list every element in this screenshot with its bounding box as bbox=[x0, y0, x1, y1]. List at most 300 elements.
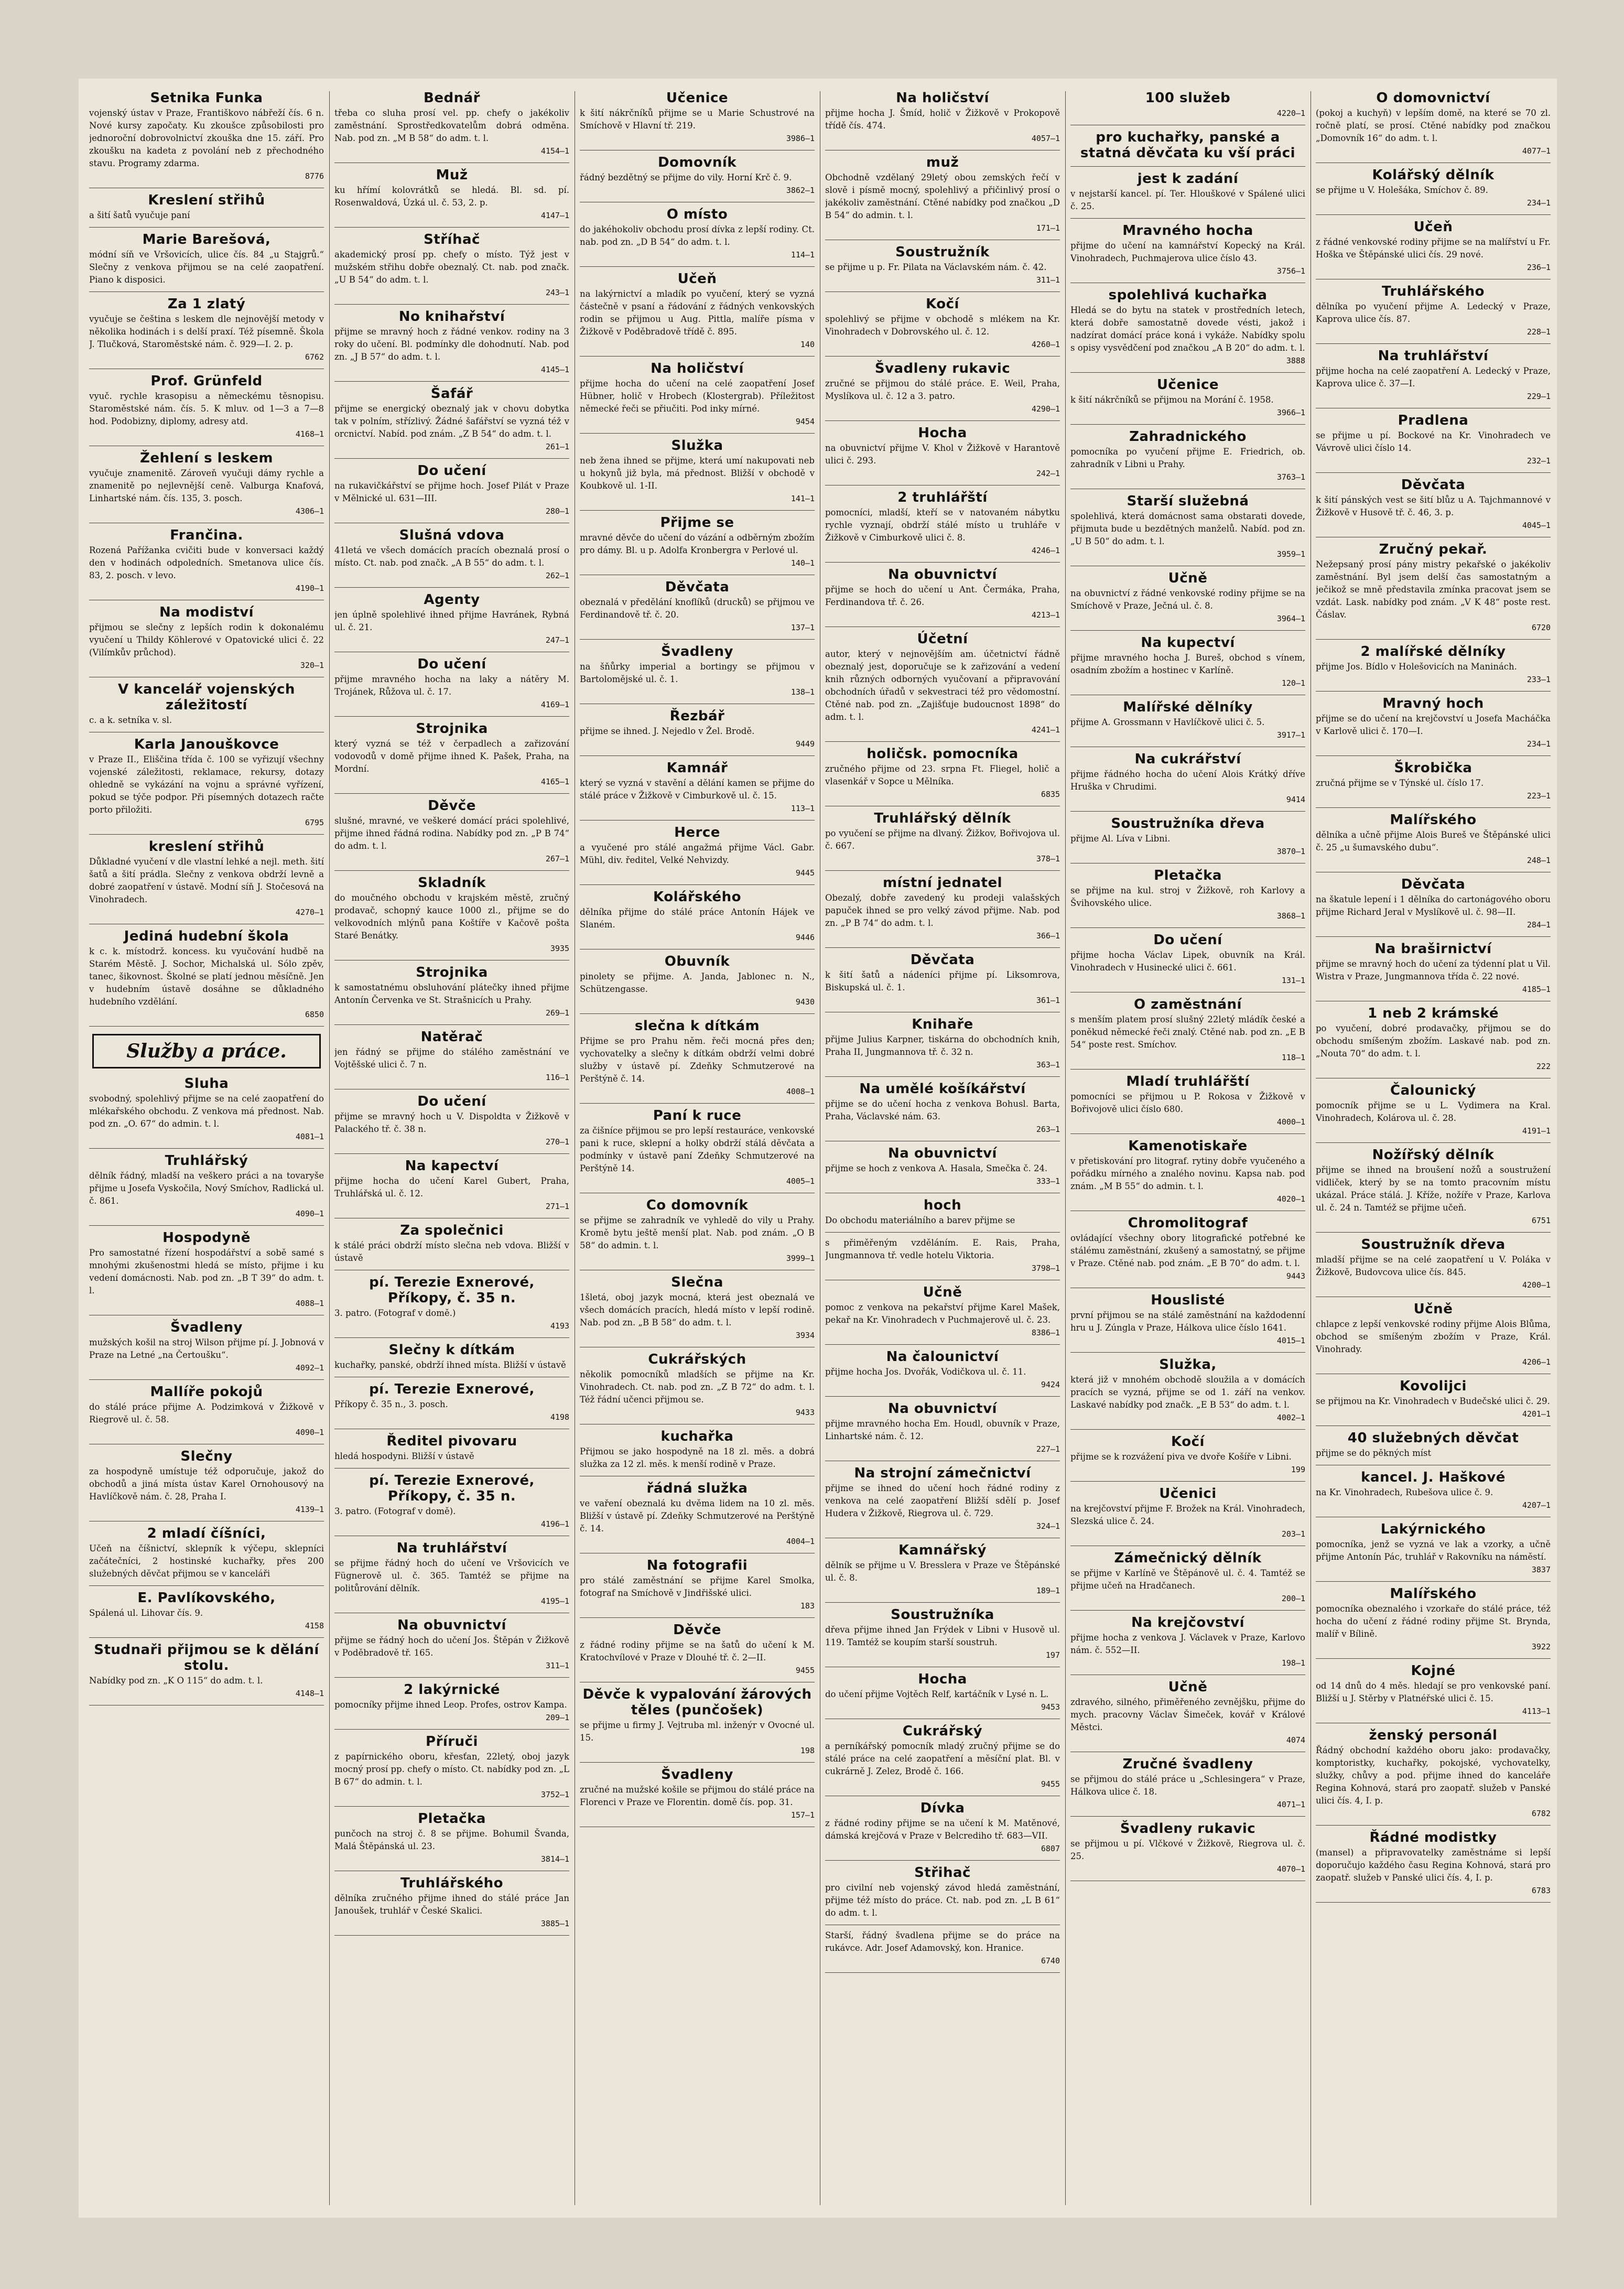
classified-ad bbox=[334, 1540, 569, 1607]
ad-body: mladší přijme se na celé zaopatření u V. Poláka v Žižkově, Budovcova ulice čís. 845. bbox=[1316, 1255, 1551, 1277]
ad-body: přijme se do učení na krejčovství u Josefa Macháčka v Karlově ulici č. 170—I. bbox=[1316, 714, 1551, 736]
ad-reference-number: 4113—1 bbox=[1522, 1707, 1551, 1716]
ad-heading: pro kuchařky, panské a statná děvčata ku vší práci bbox=[1080, 129, 1296, 161]
ad-reference-number: 9454 bbox=[795, 417, 815, 426]
ad-heading: Služka bbox=[671, 438, 723, 454]
ad-divider bbox=[580, 356, 815, 357]
ad-heading: Děvčata bbox=[1401, 877, 1466, 892]
ad-reference-number: 271—1 bbox=[545, 1202, 569, 1211]
ad-body: Obchodně vzdělaný 29letý obou zemských řečí v slově i písmě mocný, spolehlivý a přičinlivý prosí o jakékoliv zaměstnání. Ctěné nabídky pod značkou „D B 54“ do admin. t. l. bbox=[825, 172, 1060, 220]
ad-reference-number: 270—1 bbox=[545, 1137, 569, 1147]
ad-reference-number: 6762 bbox=[305, 352, 324, 362]
ad-reference-number: 4290—1 bbox=[1031, 404, 1060, 414]
classified-ad bbox=[825, 875, 1060, 942]
ad-heading: Služka, bbox=[1159, 1357, 1217, 1373]
ad-reference-number: 140—1 bbox=[791, 558, 815, 568]
classified-ad bbox=[825, 1465, 1060, 1532]
ad-reference-number: 227—1 bbox=[1036, 1444, 1060, 1454]
ad-body: se přijmou na Kr. Vinohradech v Budečské ulici č. 29. bbox=[1316, 1396, 1550, 1406]
classified-ad bbox=[1070, 868, 1305, 922]
classified-ad bbox=[1316, 1147, 1551, 1227]
ad-heading: Malířského bbox=[1390, 1586, 1477, 1602]
ad-body: pinolety se přijme. A. Janda, Jablonec n. N., Schützengasse. bbox=[580, 971, 815, 994]
ad-reference-number: 284—1 bbox=[1526, 920, 1551, 930]
ad-divider bbox=[334, 793, 569, 794]
classified-ad bbox=[580, 954, 815, 1008]
ad-heading: Kamnář bbox=[666, 760, 728, 776]
ad-heading: Švadleny bbox=[661, 1767, 733, 1783]
column-2 bbox=[334, 89, 569, 2207]
ad-reference-number: 363—1 bbox=[1036, 1060, 1060, 1070]
ad-reference-number: 3814—1 bbox=[540, 1854, 569, 1864]
classified-ad bbox=[1316, 1006, 1551, 1073]
classified-ad bbox=[1070, 171, 1305, 213]
ad-heading: Lakýrnického bbox=[1380, 1521, 1486, 1537]
ad-body: Důkladné vyučení v dle vlastní lehké a nejl. meth. šití šatů a šití prádla. Slečny z venkova obdrží levně a dobré zaopatření v ústavě. Modní síň J. Stočesová na Vinohradech. bbox=[89, 857, 324, 904]
ad-heading: muž bbox=[926, 155, 959, 170]
ad-heading: Mladí truhlářští bbox=[1126, 1074, 1250, 1089]
ad-body: přijme mravného hocha na laky a nátěry M. Trojánek, Růžova ul. č. 17. bbox=[334, 674, 569, 697]
ad-reference-number: 247—1 bbox=[545, 635, 569, 645]
ad-heading: Sluha bbox=[184, 1076, 229, 1092]
ad-body: k šití nákrčníků se přijmou na Morání č. 1958. bbox=[1070, 395, 1274, 405]
ad-heading: Na braširnictví bbox=[1374, 941, 1492, 957]
ad-divider bbox=[1316, 691, 1551, 692]
ad-body: přijme Julius Karpner, tiskárna do obchodních knih, Praha II, Jungmannova tř. č. 32 n. bbox=[825, 1034, 1060, 1057]
ad-reference-number: 6751 bbox=[1531, 1216, 1551, 1225]
ad-reference-number: 248—1 bbox=[1526, 856, 1551, 865]
ad-body: do stálé práce přijme A. Podzimková v Žižkově v Riegrově ul. č. 58. bbox=[89, 1402, 324, 1424]
ad-reference-number: 222 bbox=[1536, 1062, 1551, 1071]
classified-ad bbox=[580, 271, 815, 351]
ad-reference-number: 9414 bbox=[1286, 795, 1305, 804]
ad-heading: 100 služeb bbox=[1145, 90, 1231, 106]
classified-ad bbox=[334, 1811, 569, 1865]
ad-body: pomocníci se přijmou u P. Rokosa v Žižkově v Bořivojově ulici číslo 680. bbox=[1070, 1092, 1305, 1114]
ad-body: ve vaření obeznalá ku dvěma lidem na 10 zl. měs. Bližší v ústavě pí. Zdeňky Schmutzerové na Perštýně č. 14. bbox=[580, 1498, 815, 1534]
column-1 bbox=[89, 89, 324, 2207]
ad-heading: ženský personál bbox=[1369, 1727, 1498, 1743]
ad-body: zdravého, silného, přiměřeného zevnějšku, přijme do mych. pracovny Václav Šimeček, kovář v Králové Městci. bbox=[1070, 1697, 1305, 1732]
ad-reference-number: 4071—1 bbox=[1276, 1800, 1305, 1809]
ad-reference-number: 4145—1 bbox=[540, 365, 569, 374]
classified-ad bbox=[580, 1622, 815, 1677]
ad-divider bbox=[1316, 639, 1551, 640]
ad-heading: Obuvník bbox=[664, 954, 730, 969]
classified-ad bbox=[580, 760, 815, 815]
ad-reference-number: 223—1 bbox=[1526, 791, 1551, 801]
ad-body: zručná přijme se v Týnské ul. číslo 17. bbox=[1316, 778, 1484, 788]
classified-ad bbox=[89, 90, 324, 182]
classified-ad bbox=[334, 1433, 569, 1463]
ad-heading: O domovnictví bbox=[1376, 90, 1490, 106]
ad-body: dělníka přijme do stálé práce Antonín Hájek ve Slaném. bbox=[580, 907, 815, 930]
ad-body: na Kr. Vinohradech, Rubešova ulice č. 9. bbox=[1316, 1487, 1493, 1497]
classified-ad bbox=[334, 1158, 569, 1213]
classified-ad bbox=[1316, 812, 1551, 867]
classified-ad bbox=[825, 1017, 1060, 1071]
ad-reference-number: 9430 bbox=[795, 997, 815, 1007]
ad-body: přijme se hoch z venkova A. Hasala, Smečka č. 24. bbox=[825, 1163, 1048, 1173]
classified-ad bbox=[1070, 1756, 1305, 1811]
classified-ad bbox=[1316, 1663, 1551, 1718]
classified-ad bbox=[334, 1275, 569, 1332]
column-5 bbox=[1070, 89, 1305, 2207]
ad-divider bbox=[334, 227, 569, 228]
classified-ad bbox=[580, 1767, 815, 1821]
ad-reference-number: 4306—1 bbox=[295, 506, 324, 516]
ad-heading: Prof. Grünfeld bbox=[150, 373, 263, 389]
ad-divider bbox=[334, 1024, 569, 1025]
ad-heading: Pletačka bbox=[1154, 868, 1222, 883]
classified-ad bbox=[1070, 1434, 1305, 1476]
ad-heading: Muž bbox=[436, 167, 468, 183]
ad-heading: Soustružník dřeva bbox=[1361, 1237, 1506, 1253]
ad-heading: Co domovník bbox=[646, 1197, 749, 1213]
ad-heading: Agenty bbox=[424, 592, 480, 608]
ad-divider bbox=[1070, 811, 1305, 812]
classified-ad bbox=[580, 825, 815, 879]
classified-ad bbox=[1070, 223, 1305, 277]
ad-heading: řádná služka bbox=[646, 1481, 748, 1496]
ad-reference-number: 4090—1 bbox=[295, 1428, 324, 1437]
classified-ad bbox=[1316, 760, 1551, 802]
ad-heading: O místo bbox=[666, 207, 728, 222]
ad-heading: Za 1 zlatý bbox=[167, 296, 246, 312]
ad-body: Starší, řádný švadlena přijme se do práce na rukávce. Adr. Josef Adamovský, kon. Hranice. bbox=[825, 1930, 1060, 1953]
ad-body: autor, který v nejnovějším am. účetnictví řádně obeznalý jest, doporučuje se k zařizování a vedení knih různých odborných vyučovaní a připravování obchodních úřadů v sekvestraci též pro vědomostní. Ctěné nab. pod zn. „Zajišťuje budoucnost 1898“ do adm. t. l. bbox=[825, 649, 1060, 722]
ad-body: vojenský ústav v Praze, Františkovo nábřeží čís. 6 n. Nové kursy započaty. Ku zkoušce způsobilosti pro jednoroční dobrovolnictví zkouška dne 15. září. Pro zkoušku na kadeta z povolání neb z přechodného stavu. Programy zdarma. bbox=[89, 108, 324, 168]
ad-reference-number: 3763—1 bbox=[1276, 472, 1305, 482]
ad-reference-number: 131—1 bbox=[1281, 976, 1305, 985]
ad-reference-number: 4057—1 bbox=[1031, 134, 1060, 143]
ad-heading: Ředitel pivovaru bbox=[386, 1433, 517, 1449]
ad-reference-number: 4002—1 bbox=[1276, 1413, 1305, 1422]
ad-heading: 2 truhlářští bbox=[897, 490, 988, 505]
ad-body: pomoc z venkova na pekařství přijme Karel Mašek, pekař na Kr. Vinohradech v Puchmajerově ul. č. 23. bbox=[825, 1302, 1060, 1325]
ad-reference-number: 229—1 bbox=[1526, 392, 1551, 401]
classified-ad bbox=[89, 450, 324, 517]
ad-reference-number: 8386—1 bbox=[1031, 1328, 1060, 1337]
ad-reference-number: 157—1 bbox=[791, 1810, 815, 1820]
ad-reference-number: 4139—1 bbox=[295, 1505, 324, 1514]
classified-ad bbox=[89, 604, 324, 672]
ad-reference-number: 4088—1 bbox=[295, 1299, 324, 1308]
ad-divider bbox=[89, 834, 324, 835]
classified-ad bbox=[825, 1723, 1060, 1790]
ad-reference-number: 3888 bbox=[1286, 356, 1305, 365]
ad-reference-number: 3756—1 bbox=[1276, 266, 1305, 276]
ad-reference-number: 378—1 bbox=[1036, 854, 1060, 863]
ad-heading: Učně bbox=[1168, 1679, 1208, 1695]
ad-heading: Truhlářský dělník bbox=[874, 811, 1011, 826]
classified-ad bbox=[1070, 932, 1305, 987]
ad-reference-number: 6850 bbox=[305, 1010, 324, 1019]
ad-divider bbox=[1316, 1825, 1551, 1826]
ad-heading: Pletačka bbox=[418, 1811, 486, 1827]
ad-body: pomocníka, jenž se vyzná ve lak a vzorky, a učně přijme Antonín Pác, truhlář v Rakovníku na náměstí. bbox=[1316, 1539, 1551, 1562]
classified-ad bbox=[825, 1607, 1060, 1661]
ad-divider bbox=[334, 716, 569, 717]
ad-divider bbox=[825, 1344, 1060, 1345]
ad-body: na rukavičkářství se přijme hoch. Josef Pilát v Praze v Mělnické ul. 631—III. bbox=[334, 481, 569, 503]
ad-heading: Řádné modistky bbox=[1369, 1830, 1497, 1845]
ad-body: pro stálé zaměstnání se přijme Karel Smolka, fotograf na Smíchově v Jindřišské ulici. bbox=[580, 1575, 815, 1598]
classified-ad bbox=[825, 1237, 1060, 1275]
ad-heading: Truhlářského bbox=[1381, 284, 1485, 299]
ad-body: (mansel) a připravovatelky zaměstnáme si lepší doporučujo každého času Regina Kohnová, stará pro zaopatř. služeb v Panské ulici čís. 4, I. p. bbox=[1316, 1848, 1551, 1883]
ad-heading: 2 lakýrnické bbox=[404, 1682, 500, 1698]
ad-heading: Učeň bbox=[677, 271, 717, 287]
ad-body: z řádné rodiny přijme se na šatů do učení k M. Kratochvílové v Praze v Dlouhé tř. č. 2—II. bbox=[580, 1640, 815, 1662]
classified-ad bbox=[89, 1590, 324, 1632]
ad-reference-number: 4213—1 bbox=[1031, 610, 1060, 620]
ad-heading: Do učení bbox=[417, 463, 486, 479]
ad-reference-number: 243—1 bbox=[545, 288, 569, 297]
ad-body: na šňůrky imperial a bortingy se přijmou v Bartolomějské ul. č. 1. bbox=[580, 662, 815, 684]
ad-heading: Švadleny rukavic bbox=[1120, 1821, 1256, 1837]
ad-heading: Na kupectví bbox=[1141, 635, 1235, 651]
ad-body: neb žena ihned se přijme, která umí nakupovati neb u hokynů již byla, má přednost. Bližší v obchodě v Koubkově ul. 1-II. bbox=[580, 456, 815, 491]
ad-heading: Na cukrářství bbox=[1134, 751, 1241, 767]
ad-body: přijme hocha Václav Lipek, obuvník na Král. Vinohradech v Husinecké ulici č. 661. bbox=[1070, 950, 1305, 973]
ad-body: mravné děvče do učení do vázání a odběrným zbožím pro dámy. Bl. u p. Adolfa Kronbergra v Perlové ul. bbox=[580, 533, 815, 555]
ad-reference-number: 4070—1 bbox=[1276, 1864, 1305, 1874]
column-6 bbox=[1316, 89, 1551, 2207]
ad-heading: Kočí bbox=[926, 296, 959, 312]
ad-reference-number: 4220—1 bbox=[1276, 109, 1305, 118]
ad-body: zručné se přijmou do stálé práce. E. Weil, Praha, Myslíkova ul. č. 12 a 3. patro. bbox=[825, 379, 1060, 401]
classified-ad bbox=[1070, 129, 1305, 161]
ad-reference-number: 263—1 bbox=[1036, 1125, 1060, 1134]
ad-body: pomocníky přijme ihned Leop. Profes, ostrov Kampa. bbox=[334, 1700, 567, 1710]
ad-reference-number: 234—1 bbox=[1526, 198, 1551, 208]
ad-body: za hospodyně umístuje též odporučuje, jakož do obchodů a jiná místa ústav Karel Ornohousový na Havlíčkově nám. č. 28, Praha I. bbox=[89, 1466, 324, 1502]
ad-body: Nežepsaný prosí pány mistry pekařské o jakékoliv zaměstnání. Byl jsem delší čas samostatným a ječikož se mně představila zmínka pracovat jsem se vzdát. Lask. nabídky pod znám. „V K 48“ poste rest. Čáslav. bbox=[1316, 559, 1551, 620]
ad-reference-number: 280—1 bbox=[545, 506, 569, 516]
ad-reference-number: 233—1 bbox=[1526, 675, 1551, 684]
ad-heading: Děvčata bbox=[665, 579, 730, 595]
ad-heading: Studnaři přijmou se k dělání stolu. bbox=[94, 1642, 319, 1673]
ad-heading: Knihaře bbox=[912, 1017, 973, 1032]
classified-ad bbox=[825, 1081, 1060, 1136]
ad-reference-number: 8776 bbox=[305, 171, 324, 181]
classified-ad bbox=[825, 1542, 1060, 1597]
ad-body: a vyučené pro stálé angažmá přijme Václ. Gabr. Mühl, div. ředitel, Velké Nehvizdy. bbox=[580, 843, 815, 865]
ad-heading: Učně bbox=[1168, 570, 1208, 586]
classified-ad bbox=[580, 1352, 815, 1419]
classified-ad bbox=[825, 361, 1060, 415]
classified-ad bbox=[334, 90, 569, 157]
ad-body: svobodný, spolehlivý přijme se na celé zaopatření do mlékařského obchodu. Z venkova má přednost. Nab. pod zn. „O. 67“ do admin. t. l. bbox=[89, 1094, 324, 1129]
classified-ad bbox=[825, 567, 1060, 621]
ad-body: z řádné rodiny přijme se na učení k M. Matěnové, dámská krejčová v Praze v Belcrediho tř. 683—VII. bbox=[825, 1818, 1060, 1841]
ad-reference-number: 4158 bbox=[305, 1621, 324, 1631]
ad-heading: holičsk. pomocníka bbox=[867, 746, 1019, 762]
ad-reference-number: 114—1 bbox=[791, 250, 815, 260]
ad-heading: Na holičství bbox=[896, 90, 989, 106]
ad-reference-number: 9449 bbox=[795, 739, 815, 749]
classified-ad bbox=[825, 425, 1060, 480]
classified-ad bbox=[580, 1481, 815, 1548]
ad-body: pomocníci, mladší, kteří se v natovaném nábytku rychle vyznají, obdrží stálé místo u truhláře v Žižkově v Cimburkově ulici č. 8. bbox=[825, 508, 1060, 543]
classified-ad bbox=[1070, 493, 1305, 560]
ad-body: k stálé práci obdrží místo slečna neb vdova. Bližší v ústavě bbox=[334, 1240, 569, 1263]
ad-body: přijme mravného hocha Em. Houdl, obuvník v Praze, Linhartské nám. č. 12. bbox=[825, 1419, 1060, 1441]
ad-body: první přijmou se na stálé zaměstnání na každodenní hru u J. Zúngla v Praze, Hálkova ulice číslo 1641. bbox=[1070, 1310, 1305, 1333]
ad-body: hledá hospodyni. Bližší v ústavě bbox=[334, 1451, 474, 1461]
classified-ad bbox=[334, 592, 569, 646]
classified-ad bbox=[825, 1401, 1060, 1455]
ad-divider bbox=[580, 1617, 815, 1618]
ad-heading: Učenici bbox=[1159, 1486, 1217, 1502]
classified-ad bbox=[580, 1108, 815, 1187]
ad-heading: Na obuvnictví bbox=[888, 567, 997, 582]
ad-body: ovládající všechny obory litografické potřebné ke stálému zaměstnání, zkušený a samostatný, se přijme v Praze. Ctěné nab. pod znám. „E B 70“ do adm. t. l. bbox=[1070, 1233, 1305, 1268]
ad-body: se přijme na kul. stroj v Žižkově, roh Karlovy a Švihovského ulice. bbox=[1070, 886, 1305, 908]
ad-divider bbox=[334, 381, 569, 382]
ad-reference-number: 171—1 bbox=[1036, 223, 1060, 233]
ad-reference-number: 4092—1 bbox=[295, 1363, 324, 1373]
ad-reference-number: 3935 bbox=[550, 944, 569, 953]
classified-ad bbox=[334, 463, 569, 517]
ad-body: který se vyzná v stavění a dělání kamen se přijme do stálé práce v Žižkově v Cimburkově ul. č. 15. bbox=[580, 778, 815, 801]
ad-reference-number: 232—1 bbox=[1526, 456, 1551, 466]
ad-body: Učeň na číšnictví, sklepník k výčepu, sklepníci začátečníci, 2 hostinské kuchařky, přes 200 služebných děvčat přijmou se v kanceláři bbox=[89, 1543, 324, 1579]
ad-reference-number: 209—1 bbox=[545, 1713, 569, 1722]
ad-reference-number: 3959—1 bbox=[1276, 549, 1305, 559]
ad-heading: 2 mladí číšníci, bbox=[147, 1526, 266, 1541]
classified-ad bbox=[1070, 1679, 1305, 1746]
ad-body: přijme hocha do učení na celé zaopatření Josef Hübner, holič v Hrobech (Klostergrab). Příležitost německé řeči se přiučiti. Pod inky mírné. bbox=[580, 379, 815, 414]
classified-ad bbox=[89, 1526, 324, 1580]
classified-ad bbox=[334, 965, 569, 1019]
ad-heading: Za společnici bbox=[400, 1223, 504, 1238]
ad-divider bbox=[334, 1677, 569, 1678]
classified-ad bbox=[825, 1197, 1060, 1227]
ad-heading: Karla Janouškovce bbox=[134, 737, 279, 752]
classified-ad bbox=[1316, 167, 1551, 209]
classified-ad bbox=[334, 1875, 569, 1930]
ad-body: přijme hocha J. Šmíd, holič v Žižkově v Prokopově třídě čís. 474. bbox=[825, 108, 1060, 131]
ad-divider bbox=[334, 1337, 569, 1338]
ad-heading: Děvčata bbox=[910, 952, 975, 968]
ad-reference-number: 4193 bbox=[550, 1321, 569, 1331]
ad-body: Obezalý, dobře zavedený ku prodeji valašských papuček ihned se pro velký závod přijme. Nab. pod zn. „P B 74“ do adm. t. l. bbox=[825, 893, 1060, 928]
ad-divider bbox=[89, 1225, 324, 1226]
classified-ad bbox=[825, 1146, 1060, 1187]
ad-body: přijme hocha do učení Karel Gubert, Praha, Truhlářská ul. č. 12. bbox=[334, 1176, 569, 1199]
ad-divider bbox=[580, 510, 815, 511]
ad-divider bbox=[1316, 214, 1551, 215]
ad-divider bbox=[1070, 1352, 1305, 1353]
ad-heading: Na obuvnictví bbox=[888, 1146, 997, 1161]
ad-reference-number: 333—1 bbox=[1036, 1176, 1060, 1186]
ad-body: Spálená ul. Lihovar čís. 9. bbox=[89, 1608, 203, 1618]
ad-reference-number: 311—1 bbox=[1036, 275, 1060, 285]
ad-divider bbox=[334, 1935, 569, 1936]
ad-body: v nejstarší kancel. pí. Ter. Hlouškové v Spálené ulici č. 25. bbox=[1070, 189, 1305, 211]
ad-body: se přijme v Karlíně ve Štěpánově ul. č. 4. Tamtéž se přijme učeň na Hradčanech. bbox=[1070, 1568, 1305, 1591]
ad-heading: Čalounický bbox=[1390, 1083, 1476, 1098]
ad-body: přijme mravného hocha J. Bureš, obchod s vínem, osadním zbožím a hostinec v Karlíně. bbox=[1070, 653, 1305, 675]
ad-divider bbox=[89, 227, 324, 228]
classified-ad bbox=[1070, 699, 1305, 741]
ad-body: Řádný obchodní každého oboru jako: prodavačky, komptoristky, kuchařky, pokojské, vychovatelky, služky, chůvy a pod. přijme ihned do kanceláře Regina Kohnová, stará pro zaopatř. služeb v Panské ulici čís. 4, I. p. bbox=[1316, 1745, 1551, 1806]
ad-reference-number: 118—1 bbox=[1281, 1053, 1305, 1062]
ad-reference-number: 6807 bbox=[1041, 1844, 1060, 1853]
ad-divider bbox=[580, 884, 815, 885]
ad-reference-number: 4191—1 bbox=[1522, 1126, 1551, 1136]
ad-reference-number: 262—1 bbox=[545, 571, 569, 580]
ad-heading: kreslení střihů bbox=[148, 839, 265, 855]
classified-ad bbox=[1070, 635, 1305, 689]
ad-body: zručného přijme od 23. srpna Ft. Fliegel, holič a vlasenkář v Sopce u Mělníka. bbox=[825, 764, 1060, 786]
ad-reference-number: 234—1 bbox=[1526, 739, 1551, 749]
classified-ad bbox=[334, 1473, 569, 1530]
newspaper-page bbox=[79, 79, 1557, 2218]
ad-heading: E. Pavlíkovského, bbox=[137, 1590, 276, 1606]
ad-reference-number: 6782 bbox=[1531, 1809, 1551, 1818]
ad-body: 41letá ve všech domácích pracích obeznalá prosí o místo. Ct. nab. pod značk. „A B 55“ do adm. t. l. bbox=[334, 545, 569, 568]
ad-divider bbox=[89, 1026, 324, 1027]
ad-reference-number: 3917—1 bbox=[1276, 730, 1305, 740]
ad-divider bbox=[580, 755, 815, 756]
ad-heading: No knihařství bbox=[398, 309, 505, 325]
classified-ad bbox=[89, 1076, 324, 1143]
classified-ad bbox=[89, 839, 324, 919]
classified-ad bbox=[825, 155, 1060, 234]
ad-heading: Hospodyně bbox=[163, 1230, 251, 1246]
ad-body: a šití šatů vyučuje paní bbox=[89, 210, 190, 220]
ad-reference-number: 3986—1 bbox=[786, 134, 815, 143]
ad-reference-number: 4246—1 bbox=[1031, 546, 1060, 555]
ad-heading: slečna k dítkám bbox=[634, 1018, 760, 1034]
ad-reference-number: 4148—1 bbox=[295, 1689, 324, 1698]
classified-ad bbox=[89, 1384, 324, 1439]
ad-reference-number: 9433 bbox=[795, 1408, 815, 1417]
ad-heading: Učenice bbox=[1156, 377, 1219, 393]
ad-reference-number: 4168—1 bbox=[295, 429, 324, 439]
ad-body: módní síň ve Vršovicích, ulice čís. 84 „u Stajgrů.“ Slečny z venkova přijmou se na celé zaopatření. Piano k disposici. bbox=[89, 250, 324, 285]
ad-divider bbox=[1070, 372, 1305, 373]
ad-reference-number: 4196—1 bbox=[540, 1519, 569, 1529]
ad-reference-number: 3798—1 bbox=[1031, 1264, 1060, 1273]
ad-body: Příkopy č. 35 n., 3. posch. bbox=[334, 1399, 448, 1409]
ad-heading: Příruči bbox=[426, 1734, 478, 1750]
ad-body: k šití šatů a nádeníci přijme pí. Liksomrova, Biskupská ul. č. 1. bbox=[825, 970, 1060, 992]
ad-heading: Houslisté bbox=[1151, 1292, 1225, 1308]
ad-divider bbox=[1316, 343, 1551, 344]
classified-ad bbox=[1070, 1357, 1305, 1424]
ad-reference-number: 4165—1 bbox=[540, 777, 569, 786]
ad-reference-number: 4008—1 bbox=[786, 1087, 815, 1096]
ad-divider bbox=[580, 1762, 815, 1763]
ad-body: Rozená Pařížanka cvičiti bude v konversaci každý den v hodinách odpoledních. Smetanova ulice čís. 83, 2. posch. v levo. bbox=[89, 545, 324, 580]
ad-heading: Soustružníka bbox=[891, 1607, 994, 1623]
classified-ad bbox=[825, 296, 1060, 351]
ad-divider bbox=[825, 1972, 1060, 1973]
classified-ad bbox=[89, 296, 324, 363]
ad-reference-number: 228—1 bbox=[1526, 327, 1551, 337]
ad-body: zručné na mužské košile se přijmou do stálé práce na Florenci v Praze ve Florentin. domě čís. pop. 31. bbox=[580, 1785, 815, 1807]
classified-ad bbox=[580, 207, 815, 261]
classified-ad bbox=[825, 746, 1060, 801]
classified-ad bbox=[89, 373, 324, 440]
ad-reference-number: 200—1 bbox=[1281, 1594, 1305, 1603]
ad-body: v Praze II., Eliščina třída č. 100 se vyřizují všechny vojenské záležitosti, reklamace, rekursy, dotazy ohledně se vykázání na vojnu a správné vyřízení, pokud se týče podpor. Při písemných dotazech račte porto přiložiti. bbox=[89, 754, 324, 815]
ad-reference-number: 3868—1 bbox=[1276, 911, 1305, 921]
